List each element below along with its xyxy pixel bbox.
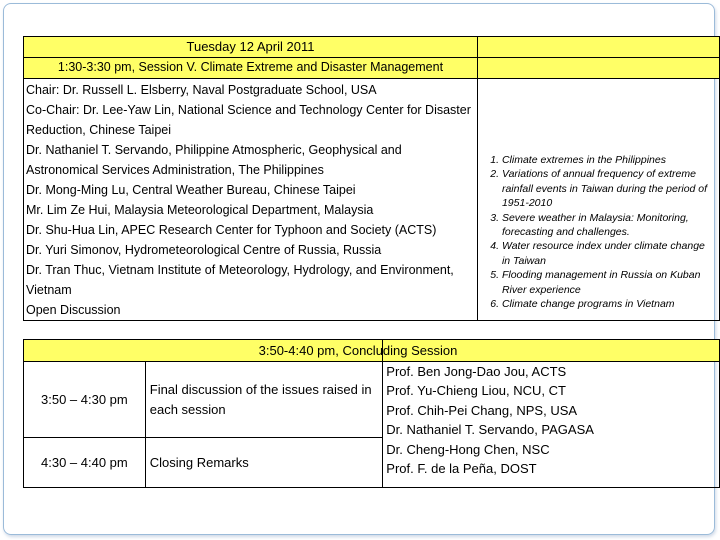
row-item: Final discussion of the issues raised in each session	[145, 362, 383, 438]
topic-item: 5. Flooding management in Russia on Kuban River experience	[502, 268, 715, 297]
session-title-empty	[477, 58, 719, 79]
concluding-title: 3:50-4:40 pm, Concluding Session	[258, 343, 458, 358]
person-line: Dr. Mong-Ming Lu, Central Weather Bureau, Chinese Taipei	[26, 183, 356, 197]
person-line: Mr. Lim Ze Hui, Malaysia Meteorological Department, Malaysia	[26, 203, 374, 217]
person-line: Reduction, Chinese Taipei	[26, 123, 172, 137]
row-time: 3:50 – 4:30 pm	[24, 362, 146, 438]
person-line: Astronomical Services Administration, The Philippines	[26, 163, 324, 177]
panel-member: Prof. Ben Jong-Dao Jou, ACTS	[386, 364, 567, 379]
person-line: Chair: Dr. Russell L. Elsberry, Naval Postgraduate School, USA	[26, 83, 377, 97]
person-line: Co-Chair: Dr. Lee-Yaw Lin, National Science and Technology Center for Disaster	[26, 103, 471, 117]
person-line: Dr. Nathaniel T. Servando, Philippine Atmospheric, Geophysical and	[26, 143, 402, 157]
person-line: Dr. Tran Thuc, Vietnam Institute of Meteorology, Hydrology, and Environment,	[26, 263, 454, 277]
concluding-table	[23, 339, 720, 488]
day-header-empty	[477, 37, 719, 58]
row-item: Closing Remarks	[145, 438, 383, 488]
person-line: Dr. Shu-Hua Lin, APEC Research Center for Typhoon and Society (ACTS)	[26, 223, 437, 237]
topic-item: 4. Water resource index under climate change in Taiwan	[502, 239, 715, 268]
topic-item: 1. Climate extremes in the Philippines	[502, 153, 715, 167]
person-line: Open Discussion	[26, 303, 121, 317]
panel-member: Prof. Yu-Chieng Liou, NCU, CT	[386, 383, 566, 399]
panel-list	[383, 362, 720, 488]
session-v-table	[23, 36, 720, 321]
session-title: 1:30-3:30 pm, Session V. Climate Extreme and Disaster Management	[24, 58, 478, 79]
topic-item: 6. Climate change programs in Vietnam	[502, 297, 715, 311]
person-line: Dr. Yuri Simonov, Hydrometeorological Centre of Russia, Russia	[26, 243, 382, 257]
topics-list	[480, 153, 715, 311]
row-time: 4:30 – 4:40 pm	[24, 438, 146, 488]
session-topics	[477, 79, 719, 321]
panel-member: Prof. F. de la Peña, DOST	[386, 461, 537, 477]
topic-item: 2. Variations of annual frequency of extreme rainfall events in Taiwan during the period of 1951-2010	[502, 167, 715, 210]
panel-member: Dr. Cheng-Hong Chen, NSC	[386, 441, 550, 457]
session-people	[24, 79, 478, 321]
day-header: Tuesday 12 April 2011	[24, 37, 478, 58]
topic-item: 3. Severe weather in Malaysia: Monitoring, forecasting and challenges.	[502, 211, 715, 240]
panel-member: Prof. Chih-Pei Chang, NPS, USA	[386, 402, 578, 418]
panel-member: Dr. Nathaniel T. Servando, PAGASA	[386, 422, 594, 438]
person-line: Vietnam	[26, 283, 72, 297]
